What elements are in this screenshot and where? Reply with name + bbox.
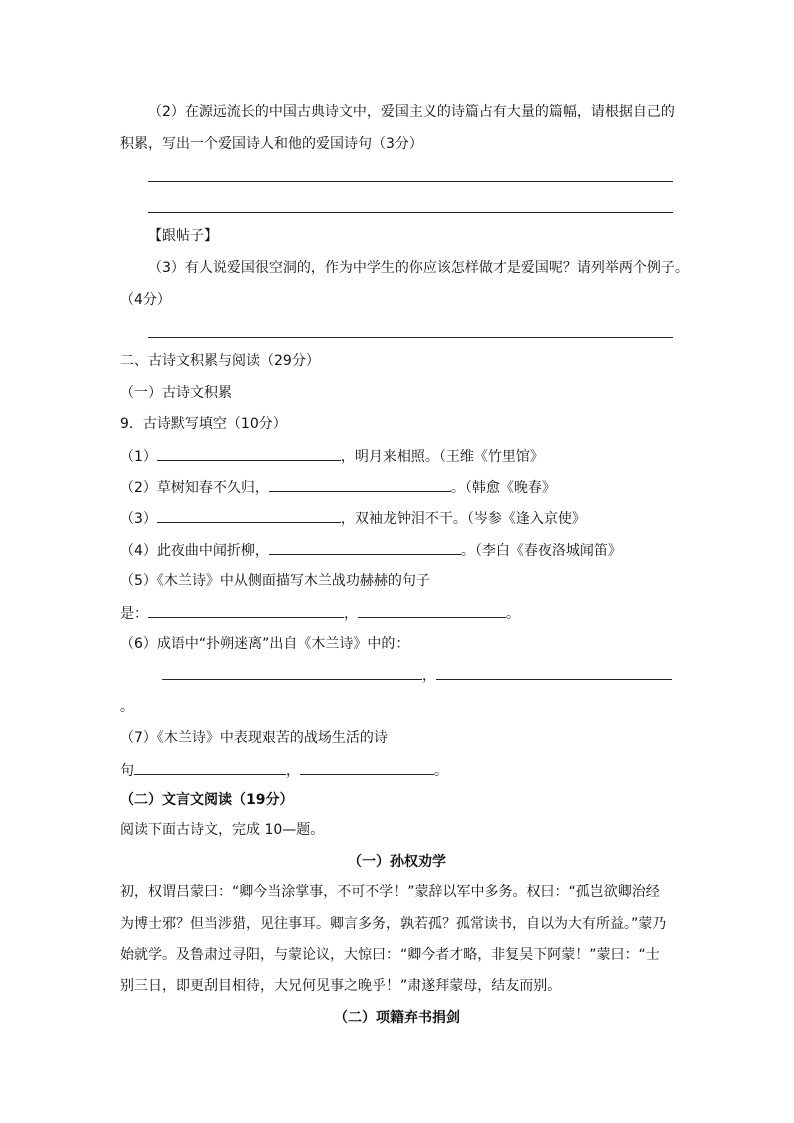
blank-field[interactable] — [269, 540, 461, 555]
fill-item-3 — [120, 508, 586, 529]
item-text: ，双袖龙钟泪不干。（岑参《逢入京使》 — [340, 511, 586, 527]
item-number: （3） — [120, 511, 157, 527]
passage-line: 为博士邪？但当涉猎，见往事耳。卿言多务，孰若孤？孤常读书，自以为大有所益。”蒙乃 — [120, 916, 667, 932]
blank-field[interactable] — [148, 603, 344, 618]
item-text: （4）此夜曲中闻折柳， — [120, 543, 269, 559]
fill-item-2 — [120, 477, 556, 498]
fill-item-1 — [120, 446, 544, 467]
question-8-3-line2: （4分） — [120, 292, 171, 308]
item-text: （2）草树知春不久归， — [120, 480, 269, 496]
fill-item-6-line2 — [162, 665, 672, 686]
item-text: ，明月来相照。（王维《竹里馆》 — [340, 449, 544, 465]
blank-field[interactable] — [300, 760, 434, 775]
fill-item-7-line2 — [120, 760, 448, 781]
blank-field[interactable] — [157, 508, 341, 523]
item-text: 。（韩愈《晚春》 — [450, 480, 556, 496]
passage-2-title: （二）项籍弃书捐剑 — [334, 1010, 460, 1026]
question-8-2-line1: （2）在源远流长的中国古典诗文中，爱国主义的诗篇占有大量的篇幅，请根据自己的 — [148, 104, 675, 120]
comma: ， — [286, 763, 300, 779]
answer-line — [148, 212, 673, 213]
fill-item-7-line1: （7）《木兰诗》中表现艰苦的战场生活的诗 — [120, 730, 388, 746]
question-8-2-line2: 积累，写出一个爱国诗人和他的爱国诗句（3分） — [120, 136, 423, 152]
passage-line: 始就学。及鲁肃过寻阳，与蒙论议，大惊曰：“卿今者才略，非复吴下阿蒙！”蒙曰：“士 — [120, 947, 660, 963]
blank-field[interactable] — [162, 665, 422, 680]
fill-item-5-line2 — [120, 603, 520, 624]
section-2-title: 二、古诗文积累与阅读（29分） — [120, 353, 320, 369]
item-prefix: 是： — [120, 606, 148, 622]
blank-field[interactable] — [269, 477, 451, 492]
fill-item-4 — [120, 540, 622, 561]
blank-field[interactable] — [134, 760, 286, 775]
item-number: （1） — [120, 449, 157, 465]
item-text: 。（李白《春夜洛城闻笛》 — [460, 543, 622, 559]
tie-heading: 【跟帖子】 — [148, 228, 218, 244]
answer-line — [148, 181, 673, 182]
reading-instruction: 阅读下面古诗文，完成 10—题。 — [120, 822, 325, 838]
fill-item-5-line1: （5）《木兰诗》中从侧面描写木兰战功赫赫的句子 — [120, 573, 430, 589]
blank-field[interactable] — [436, 665, 672, 680]
period: 。 — [506, 606, 520, 622]
passage-1-title: （一）孙权劝学 — [348, 854, 446, 870]
passage-line: 初，权谓吕蒙曰：“卿今当涂掌事，不可不学！”蒙辞以军中多务。权曰：“孤岂欲卿治经 — [120, 884, 660, 900]
question-9-title: 9．古诗默写填空（10分） — [120, 416, 287, 432]
subsection-title: （一）古诗文积累 — [120, 385, 232, 401]
fill-item-6-line1: （6）成语中“扑朔迷离”出自《木兰诗》中的： — [120, 636, 410, 652]
item-prefix: 句 — [120, 763, 134, 779]
fill-item-6-end: 。 — [120, 699, 134, 715]
blank-field[interactable] — [358, 603, 506, 618]
period: 。 — [434, 763, 448, 779]
comma: ， — [344, 606, 358, 622]
answer-line — [148, 337, 673, 338]
subsection-title: （二）文言文阅读（19分） — [120, 792, 294, 808]
blank-field[interactable] — [157, 446, 341, 461]
question-8-3-line1: （3）有人说爱国很空洞的，作为中学生的你应该怎样做才是爱国呢？请列举两个例子。 — [148, 260, 689, 276]
comma: ， — [422, 668, 436, 684]
passage-line: 别三日，即更刮目相待，大兄何见事之晚乎！”肃遂拜蒙母，结友而别。 — [120, 978, 562, 994]
